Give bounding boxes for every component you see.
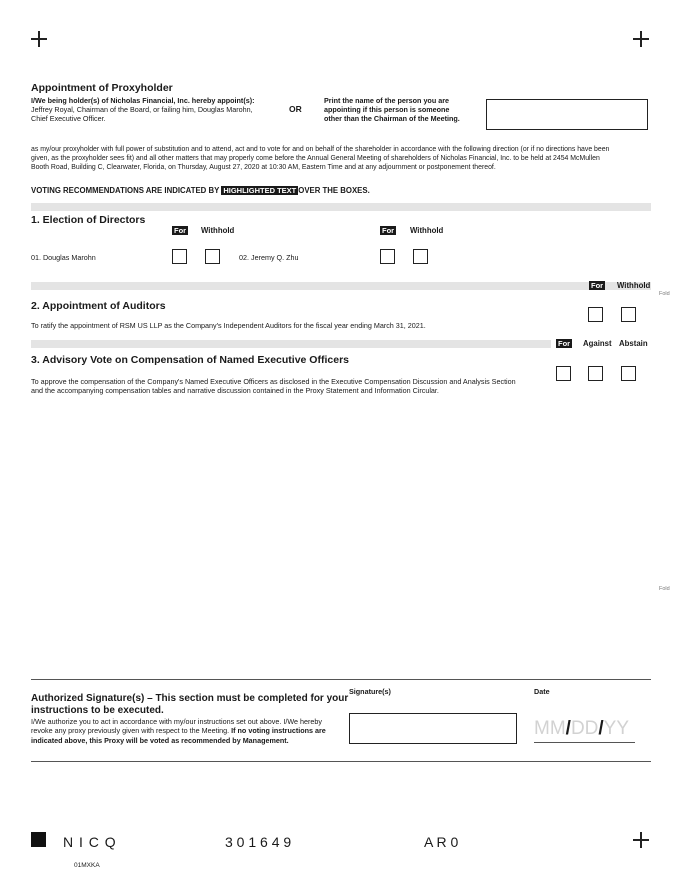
election-for-label-2: For bbox=[382, 226, 395, 235]
auditors-withhold-label: Withhold bbox=[617, 281, 651, 290]
holder-line: I/We being holder(s) of Nicholas Financial, Inc. hereby appoint(s): bbox=[31, 96, 255, 105]
election-title: 1. Election of Directors bbox=[31, 214, 146, 226]
date-label: Date bbox=[534, 687, 550, 696]
date-month: MM bbox=[534, 718, 566, 739]
footer-code-nicq: N I C Q bbox=[63, 834, 117, 850]
signature-top-rule bbox=[31, 679, 651, 680]
advisory-abstain-checkbox[interactable] bbox=[621, 366, 636, 381]
signature-text-line2 bbox=[31, 726, 326, 735]
section-divider-1 bbox=[31, 203, 651, 211]
advisory-title: 3. Advisory Vote on Compensation of Named Executive Officers bbox=[31, 354, 349, 366]
advisory-against-label: Against bbox=[583, 339, 612, 348]
election-for-label-1: For bbox=[174, 226, 187, 235]
signature-label: Signature(s) bbox=[349, 687, 391, 696]
auditors-title: 2. Appointment of Auditors bbox=[31, 300, 166, 312]
appointment-body-line3: Booth Road, Building C, Clearwater, Florida, on Thursday, August 27, 2020 at 10:30 AM, Eastern Time and at any adjournment or postponement thereof. bbox=[31, 164, 496, 171]
footer-code-ar: A R 0 bbox=[424, 834, 459, 850]
signature-title-line1: Authorized Signature(s) – This section must be completed for your bbox=[31, 693, 349, 704]
auditors-for-label: For bbox=[591, 281, 604, 290]
signature-text-line3: indicated above, this Proxy will be voted as recommended by Management. bbox=[31, 736, 289, 745]
voting-rec-highlight: HIGHLIGHTED TEXT bbox=[223, 186, 297, 195]
footer-code-number: 3 0 1 6 4 9 bbox=[225, 834, 292, 850]
election-withhold-label-1: Withhold bbox=[201, 226, 235, 235]
signature-text-line1: I/We authorize you to act in accordance with my/our instructions set out above. I/We hereby bbox=[31, 717, 322, 726]
advisory-text-line2: and the accompanying compensation tables and narrative discussion contained in the Proxy Statement and Information Circular. bbox=[31, 386, 439, 395]
date-sep-1: / bbox=[565, 718, 571, 739]
advisory-for-label: For bbox=[558, 339, 571, 348]
voting-recommendations bbox=[31, 186, 370, 195]
print-line2: appointing if this person is someone bbox=[324, 105, 450, 114]
advisory-against-checkbox[interactable] bbox=[588, 366, 603, 381]
signature-input[interactable] bbox=[349, 713, 517, 744]
date-day: DD bbox=[570, 718, 599, 739]
auditors-for-checkbox[interactable] bbox=[588, 307, 603, 322]
nominee-2: 02. Jeremy Q. Zhu bbox=[239, 253, 299, 262]
appointee-line2: Chief Executive Officer. bbox=[31, 114, 106, 123]
signature-title-line2: instructions to be executed. bbox=[31, 705, 164, 716]
date-input[interactable] bbox=[534, 718, 635, 743]
section-divider-3 bbox=[31, 340, 551, 348]
registration-mark-top-right bbox=[633, 31, 649, 47]
signature-text-line2-bold: If no voting instructions are bbox=[231, 726, 326, 735]
registration-mark-bottom-right bbox=[633, 832, 649, 848]
advisory-for-checkbox[interactable] bbox=[556, 366, 571, 381]
print-line1: Print the name of the person you are bbox=[324, 96, 450, 105]
footer-black-square bbox=[31, 832, 46, 847]
nominee-2-for-checkbox[interactable] bbox=[380, 249, 395, 264]
auditors-text: To ratify the appointment of RSM US LLP as the Company's Independent Auditors for the fiscal year ending March 31, 2021. bbox=[31, 321, 426, 330]
registration-mark-top-left bbox=[31, 31, 47, 47]
voting-rec-suffix: OVER THE BOXES. bbox=[298, 186, 370, 195]
proxyholder-name-input[interactable] bbox=[486, 99, 648, 130]
signature-bottom-rule bbox=[31, 761, 651, 762]
section-divider-2 bbox=[31, 282, 651, 290]
fold-mark-2: Fold bbox=[659, 586, 670, 592]
appointment-title: Appointment of Proxyholder bbox=[31, 82, 173, 94]
signature-text-line2-normal: revoke any proxy previously given with respect to the Meeting. bbox=[31, 726, 230, 735]
footer-form-id: 01MXKA bbox=[74, 862, 100, 869]
appointment-body-line2: given, as the proxyholder sees fit) and all other matters that may properly come before the Annual General Meeting of shareholders of Nicholas Financial, Inc. to be held at 2454 McMullen bbox=[31, 155, 600, 162]
advisory-text-line1: To approve the compensation of the Company's Named Executive Officers as disclosed in the Executive Compensation Discussion and Analysis Section bbox=[31, 377, 516, 386]
nominee-1: 01. Douglas Marohn bbox=[31, 253, 96, 262]
print-line3: other than the Chairman of the Meeting. bbox=[324, 114, 460, 123]
appointment-body-line1: as my/our proxyholder with full power of substitution and to attend, act and to vote for and on behalf of the shareholder in accordance with the following direction (or if no directions have been bbox=[31, 146, 610, 153]
nominee-1-for-checkbox[interactable] bbox=[172, 249, 187, 264]
date-year: YY bbox=[603, 718, 630, 739]
date-sep-2: / bbox=[598, 718, 604, 739]
nominee-2-withhold-checkbox[interactable] bbox=[413, 249, 428, 264]
appointee-line1: Jeffrey Royal, Chairman of the Board, or failing him, Douglas Marohn, bbox=[31, 105, 253, 114]
voting-rec-prefix: VOTING RECOMMENDATIONS ARE INDICATED BY bbox=[31, 186, 220, 195]
advisory-abstain-label: Abstain bbox=[619, 339, 648, 348]
auditors-withhold-checkbox[interactable] bbox=[621, 307, 636, 322]
or-label: OR bbox=[289, 104, 302, 114]
nominee-1-withhold-checkbox[interactable] bbox=[205, 249, 220, 264]
election-withhold-label-2: Withhold bbox=[410, 226, 444, 235]
fold-mark-1: Fold bbox=[659, 291, 670, 297]
